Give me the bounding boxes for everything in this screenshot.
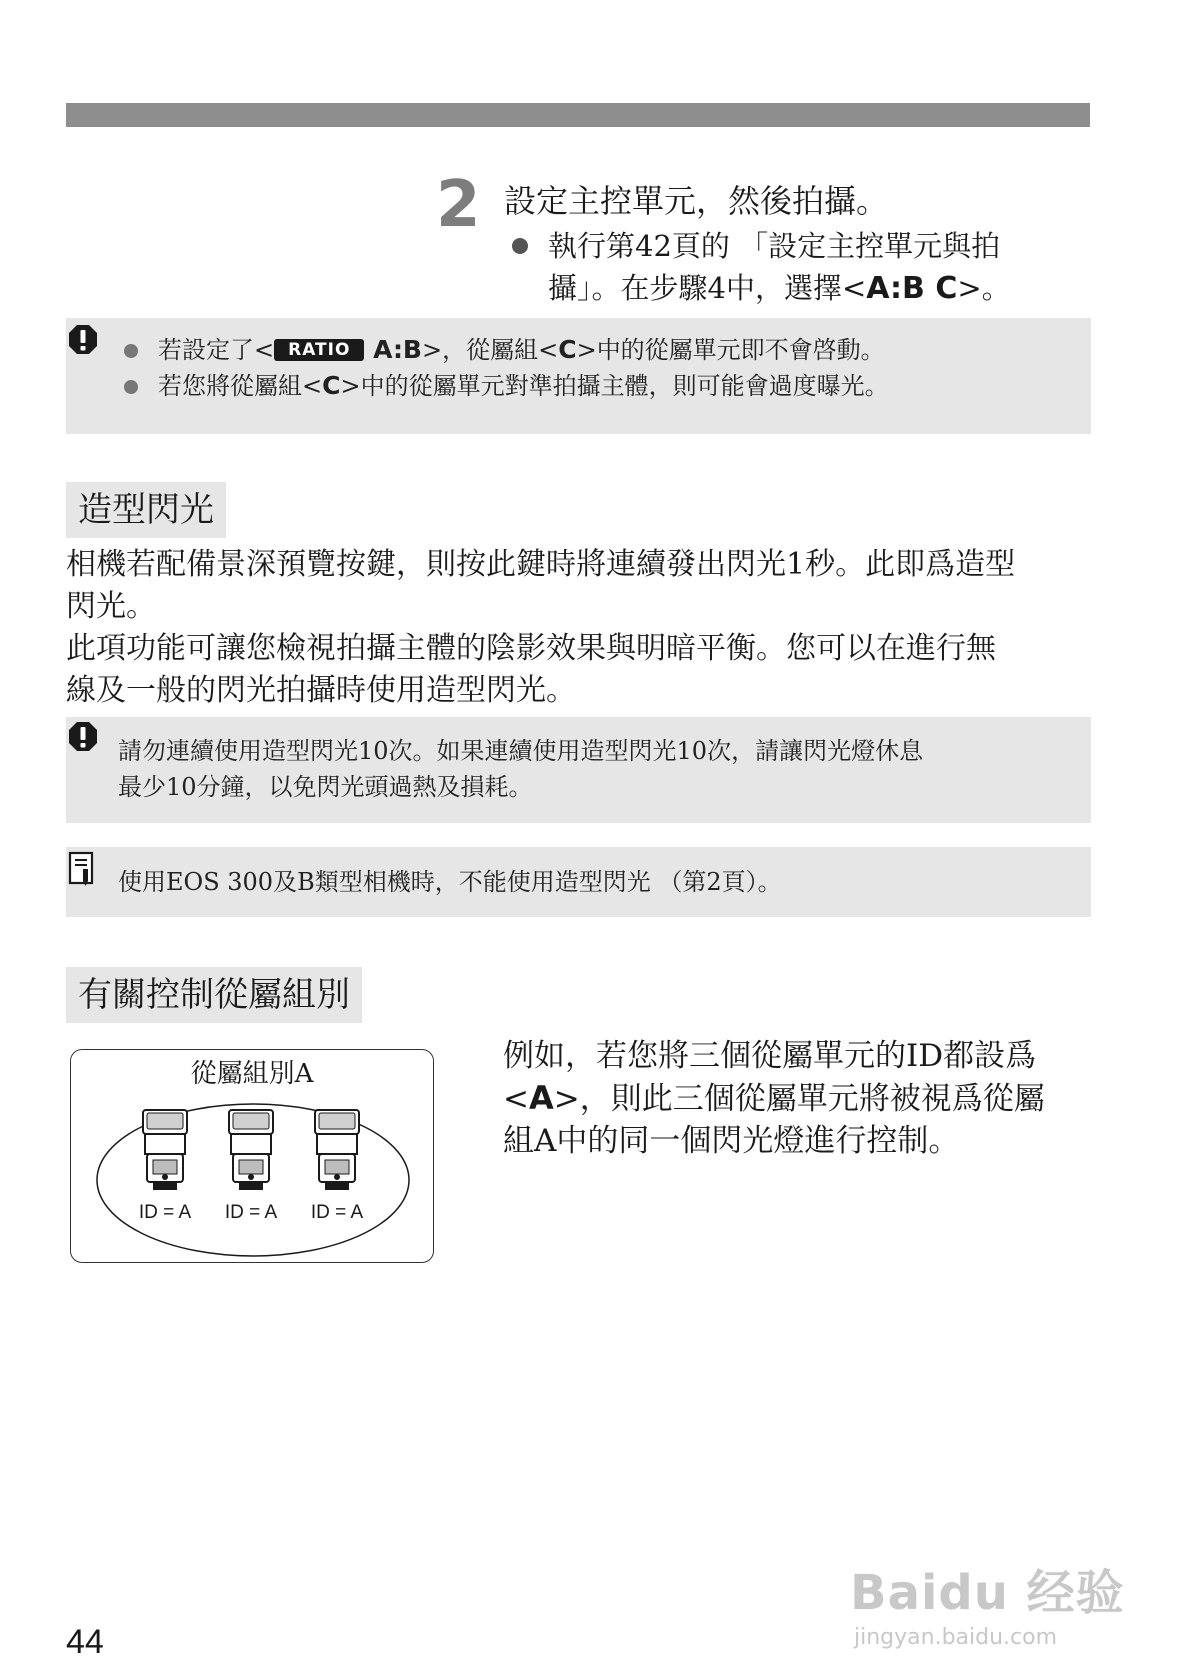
flash-id-label: ID = A — [310, 1202, 364, 1223]
caution-1-item-1: 若設定了< RATIO A:B>，從屬組<C>中的從屬單元即不會啓動。 — [122, 332, 889, 368]
caution-icon — [68, 721, 98, 753]
watermark-logo: Baidu 经验 — [850, 1565, 1125, 1621]
caution-icon — [68, 324, 98, 356]
watermark-url: jingyan.baidu.com — [854, 1625, 1058, 1650]
flash-unit-icon — [143, 1110, 187, 1190]
note-box — [66, 847, 1091, 917]
header-rule — [66, 103, 1090, 127]
section-heading-modeling-flash: 造型閃光 — [66, 482, 226, 538]
caution-1-item-2: 若您將從屬組<C>中的從屬單元對準拍攝主體，則可能會過度曝光。 — [122, 368, 889, 404]
setting-letters: A:B C — [866, 271, 958, 306]
flash-id-label: ID = A — [224, 1202, 278, 1223]
section-2-paragraph: 例如，若您將三個從屬單元的ID都設爲 <A>，則此三個從屬單元將被視爲從屬 組A中的同一個閃光燈進行控制。 — [503, 1038, 1045, 1159]
bullet-dot — [512, 238, 528, 254]
note-text: 使用EOS 300及B類型相機時，不能使用造型閃光 （第2頁）。 — [118, 868, 782, 896]
note-icon — [68, 851, 96, 889]
diagram-label: 從屬組別A — [190, 1059, 314, 1089]
ratio-badge: RATIO — [274, 339, 364, 361]
flash-unit-icon — [315, 1110, 359, 1190]
flash-unit-icon — [229, 1110, 273, 1190]
step-bullet — [512, 225, 1072, 310]
step-bullet-line2: 攝」。在步驟4中，選擇<A:B C>。 — [548, 271, 1011, 306]
section-heading-slave-groups: 有關控制從屬組別 — [66, 967, 362, 1023]
page-number: 44 — [66, 1623, 104, 1661]
step-bullet-line1: 執行第42頁的 「設定主控單元與拍 — [548, 229, 1001, 263]
flash-id-label: ID = A — [138, 1202, 192, 1223]
baidu-watermark — [850, 1548, 1140, 1658]
caution-box-2 — [66, 717, 1091, 823]
caution-box-1 — [66, 318, 1091, 434]
step-number: 2 — [436, 168, 481, 242]
diagram-graphic — [71, 1050, 435, 1264]
section-1-paragraph: 相機若配備景深預覽按鍵，則按此鍵時將連續發出閃光1秒。此即爲造型 閃光。 此項功能可讓您檢視拍攝主體的陰影效果與明暗平衡。您可以在進行無 線及一般的閃光拍攝時使用造型閃光。 — [66, 547, 1016, 708]
step-title: 設定主控單元，然後拍攝。 — [504, 182, 889, 220]
slave-group-diagram — [70, 1049, 434, 1263]
caution-2-text: 請勿連續使用造型閃光10次。如果連續使用造型閃光10次，請讓閃光燈休息 最少10分鐘，以免閃光頭過熱及損耗。 — [118, 737, 924, 801]
caution-1-text — [122, 332, 889, 404]
